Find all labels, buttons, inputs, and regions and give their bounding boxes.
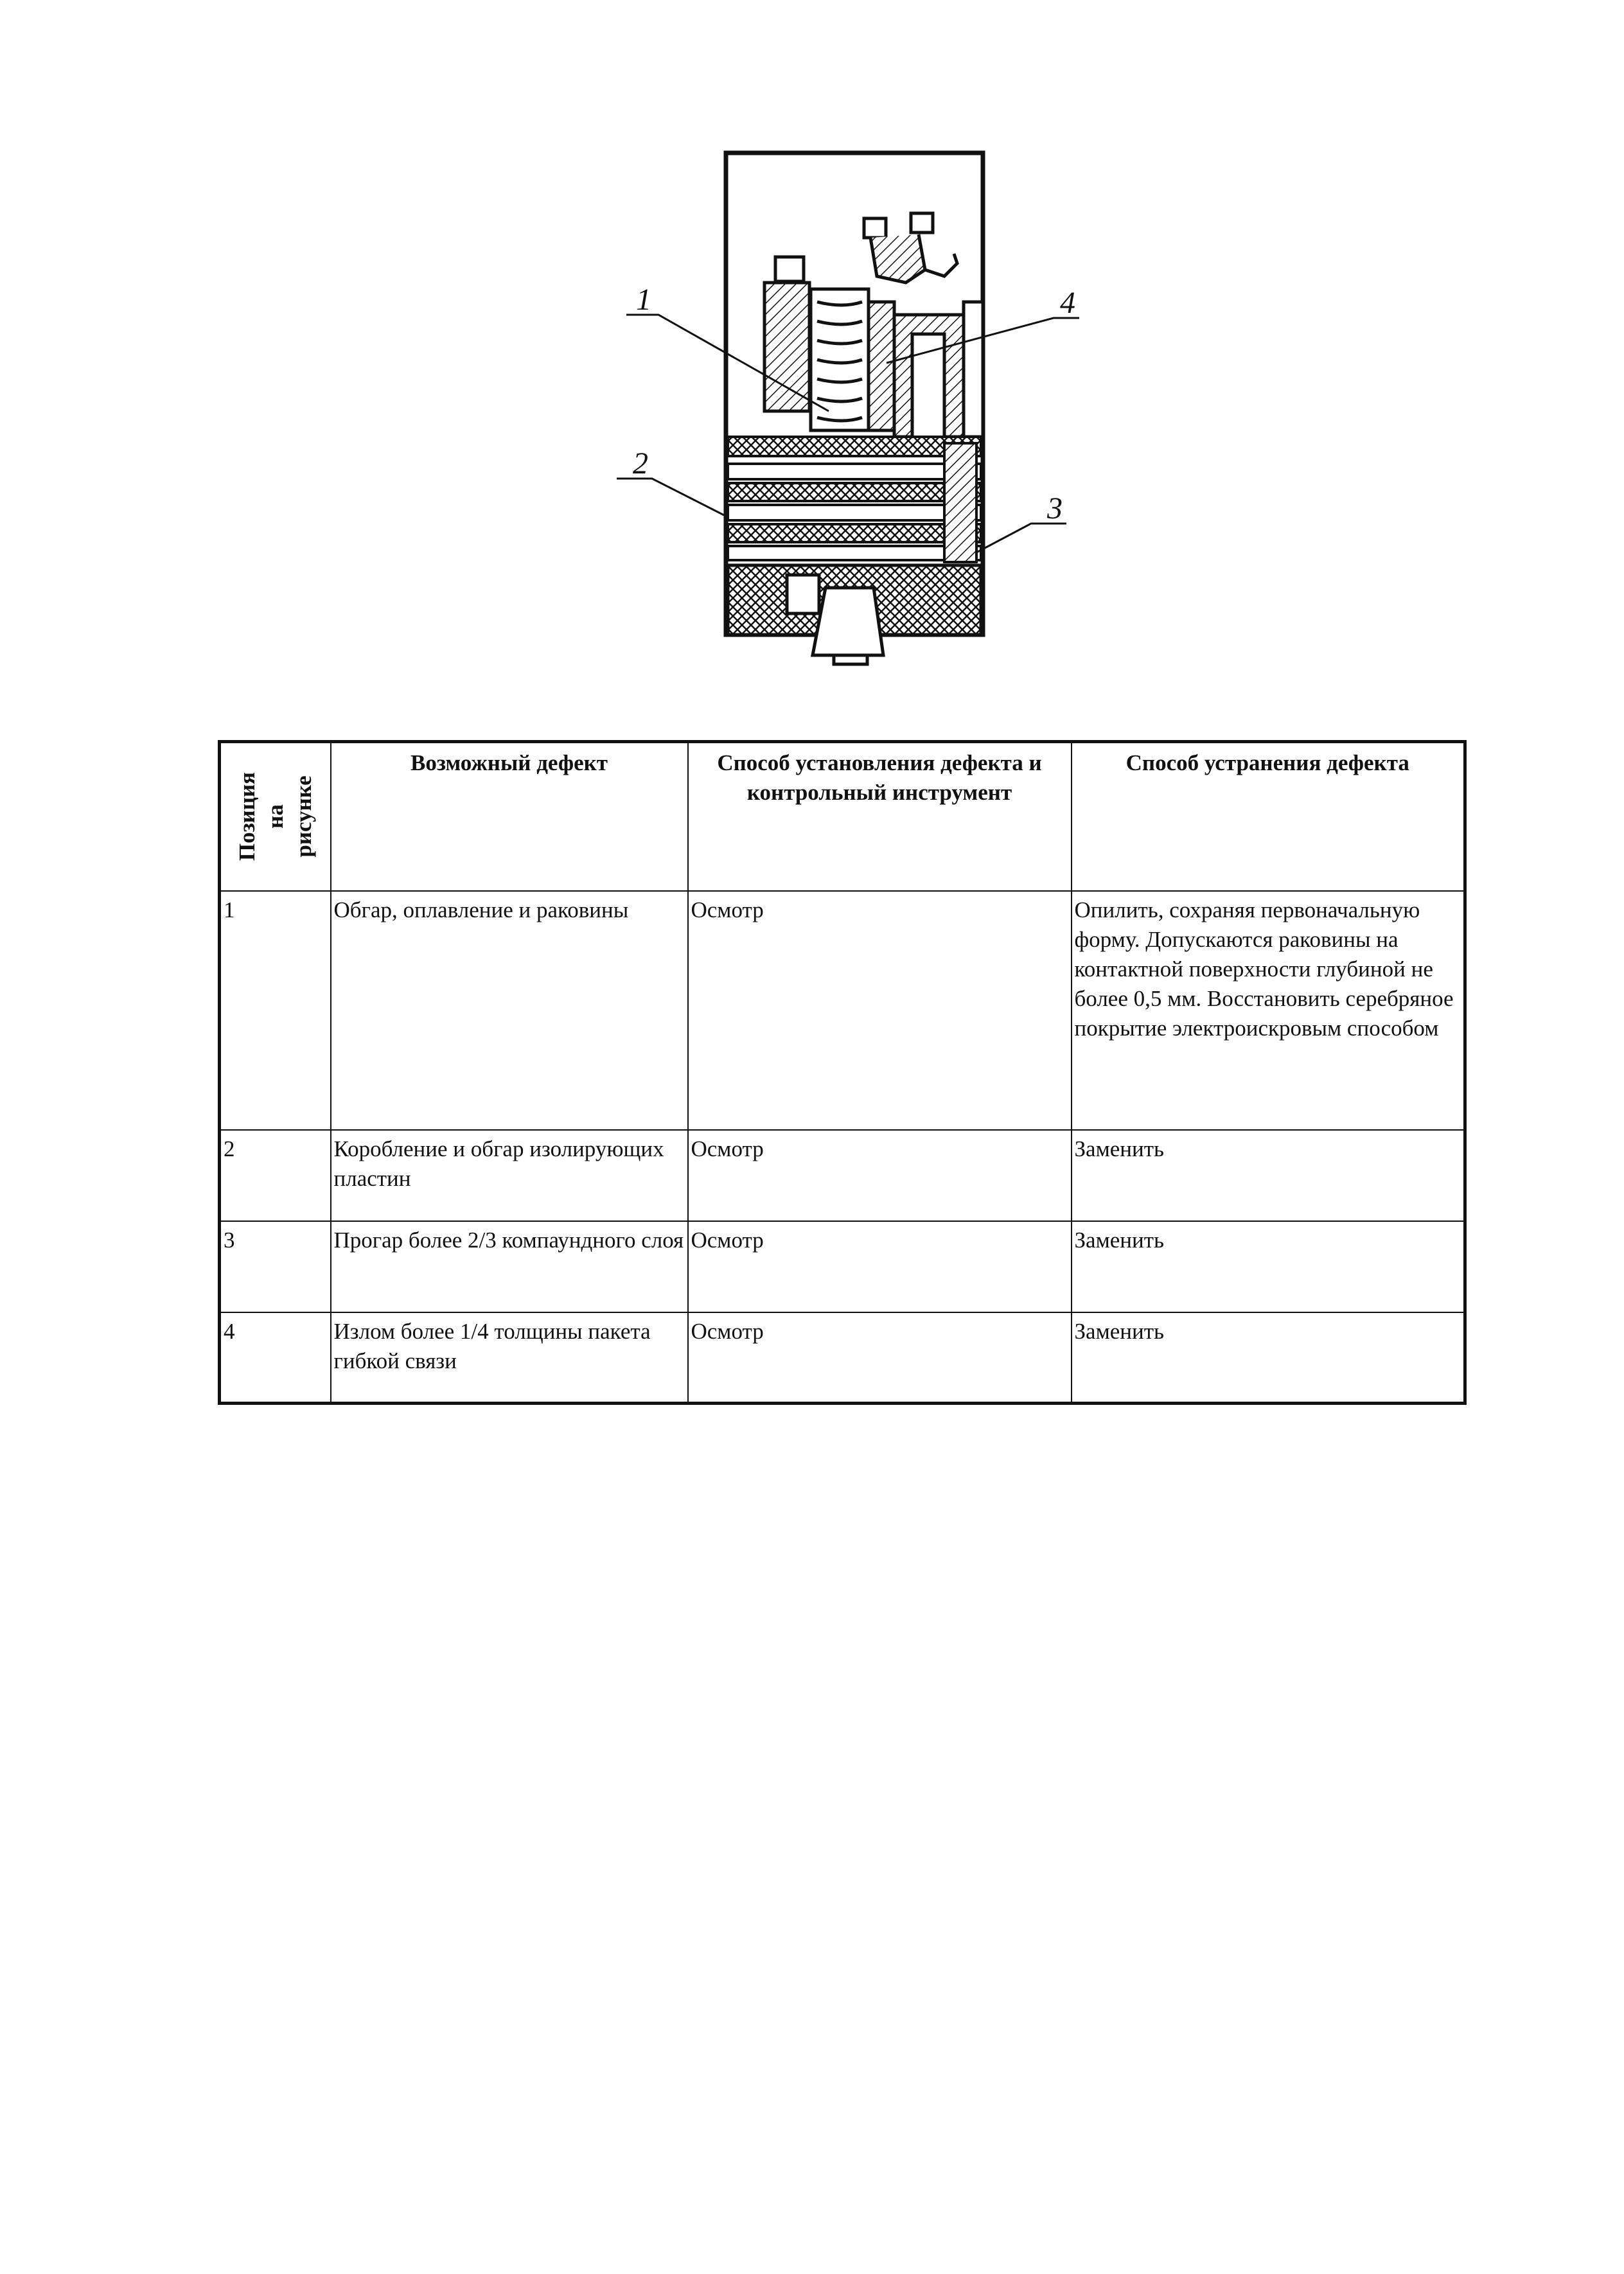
cell-defect: Обгар, оплавление и раковины: [331, 891, 688, 1130]
defects-table: [218, 740, 1467, 1405]
cell-method: Осмотр: [688, 1130, 1072, 1221]
callout-1: 1: [636, 283, 651, 317]
cell-remedy: Заменить: [1072, 1130, 1465, 1221]
contactor-drawing: [0, 0, 1624, 681]
header-method: Способ установления дефекта и контрольный инструмент: [688, 742, 1072, 891]
table-row: [220, 1221, 1465, 1312]
cell-method: Осмотр: [688, 891, 1072, 1130]
cell-defect: Коробление и обгар изолирующих пластин: [331, 1130, 688, 1221]
contact-assembly: [764, 283, 983, 437]
header-position-line: на: [262, 804, 288, 829]
table-row: [220, 1130, 1465, 1221]
cell-method: Осмотр: [688, 1221, 1072, 1312]
insulating-plates: [728, 437, 981, 562]
header-position-line: Позиция: [234, 772, 260, 861]
cell-position: 4: [220, 1312, 331, 1404]
callout-3: 3: [1047, 491, 1063, 525]
cell-position: 1: [220, 891, 331, 1130]
cell-method: Осмотр: [688, 1312, 1072, 1404]
terminal-bolts: [775, 213, 957, 283]
cell-remedy: Заменить: [1072, 1312, 1465, 1404]
cell-remedy: Заменить: [1072, 1221, 1465, 1312]
table-row: [220, 891, 1465, 1130]
cell-remedy: Опилить, сохраняя первоначальную форму. Допускаются раковины на контактной поверхности глубиной не более 0,5 мм. Восстановить серебряное покрытие электроискровым способом: [1072, 891, 1465, 1130]
compound-base: [728, 565, 981, 664]
table-row: [220, 1312, 1465, 1404]
cell-defect: Прогар более 2/3 компаундного слоя: [331, 1221, 688, 1312]
cell-position: 2: [220, 1130, 331, 1221]
cell-defect: Излом более 1/4 толщины пакета гибкой связи: [331, 1312, 688, 1404]
header-defect: Возможный дефект: [331, 742, 688, 891]
cell-position: 3: [220, 1221, 331, 1312]
callout-4: 4: [1060, 286, 1075, 320]
table-header-row: [220, 742, 1465, 891]
header-position-line: рисунке: [290, 775, 316, 858]
header-remedy: Способ устранения дефекта: [1072, 742, 1465, 891]
callout-2: 2: [633, 446, 648, 480]
header-position: [220, 742, 331, 891]
